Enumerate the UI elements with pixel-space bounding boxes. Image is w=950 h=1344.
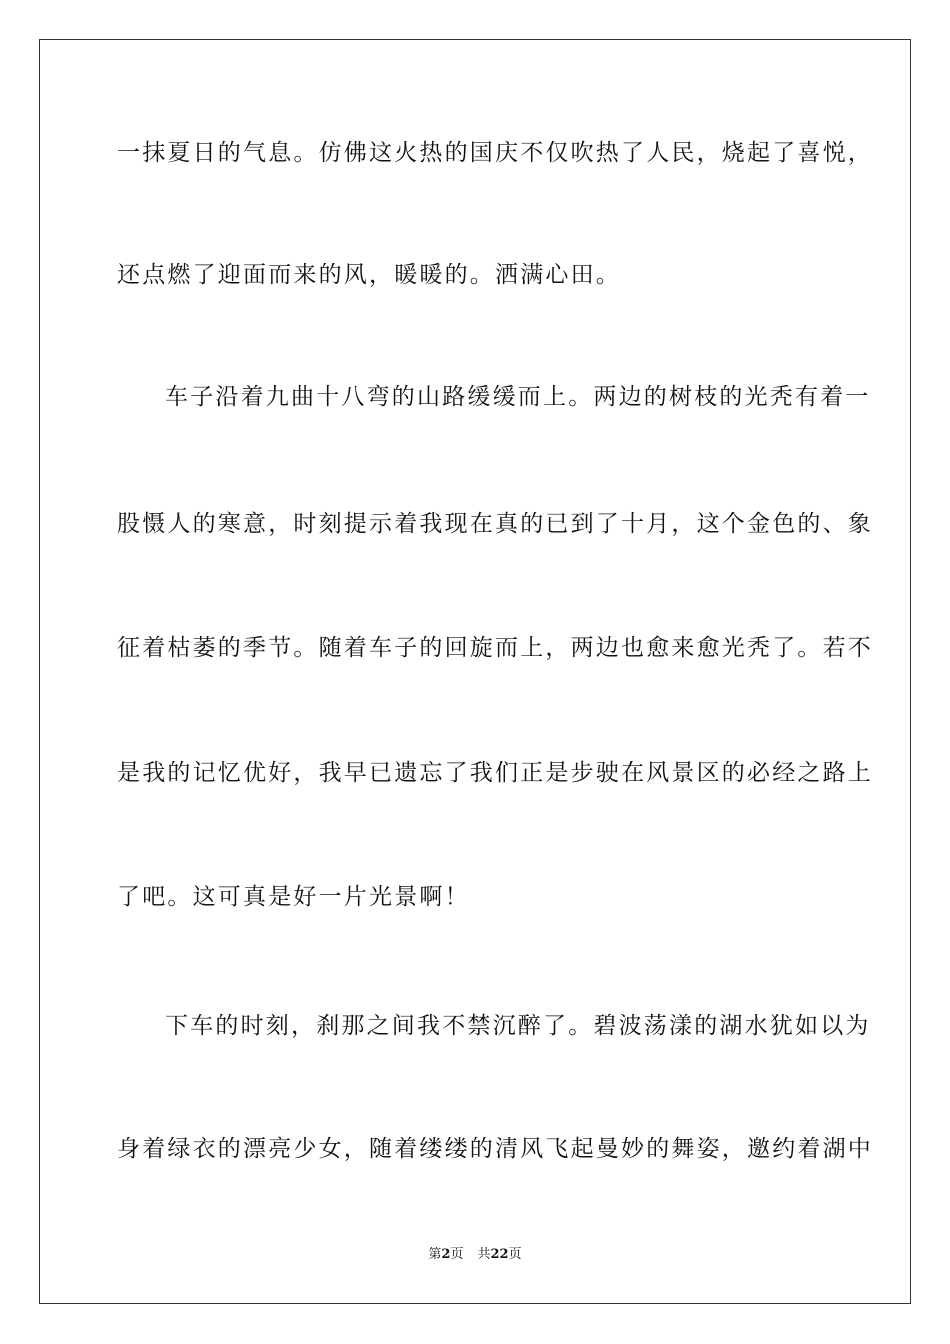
text-line-7: 了吧。这可真是好一片光景啊！ (117, 884, 470, 910)
text-line-5: 征着枯萎的季节。随着车子的回旋而上，两边也愈来愈光秃了。若不 (117, 635, 873, 661)
total-suffix: 页 (508, 1247, 522, 1262)
text-line-6: 是我的记忆优好，我早已遗忘了我们正是步驶在风景区的必经之路上 (117, 760, 873, 786)
total-pages: 22 (490, 1247, 509, 1262)
text-line-3: 车子沿着九曲十八弯的山路缓缓而上。两边的树枝的光秃有着一 (165, 384, 871, 410)
text-line-8: 下车的时刻，刹那之间我不禁沉醉了。碧波荡漾的湖水犹如以为 (165, 1013, 871, 1039)
total-prefix: 共 (477, 1247, 491, 1262)
page-border (39, 39, 911, 1304)
page-footer (0, 1246, 950, 1264)
page-suffix: 页 (450, 1247, 464, 1262)
page-prefix: 第 (428, 1247, 442, 1262)
text-line-2: 还点燃了迎面而来的风，暖暖的。洒满心田。 (117, 262, 621, 288)
text-line-1: 一抹夏日的气息。仿佛这火热的国庆不仅吹热了人民，烧起了喜悦， (117, 140, 873, 166)
page-number: 2 (441, 1247, 451, 1262)
text-line-4: 股慑人的寒意，时刻提示着我现在真的已到了十月，这个金色的、象 (117, 511, 873, 537)
text-line-9: 身着绿衣的漂亮少女，随着缕缕的清风飞起曼妙的舞姿，邀约着湖中 (117, 1136, 873, 1162)
